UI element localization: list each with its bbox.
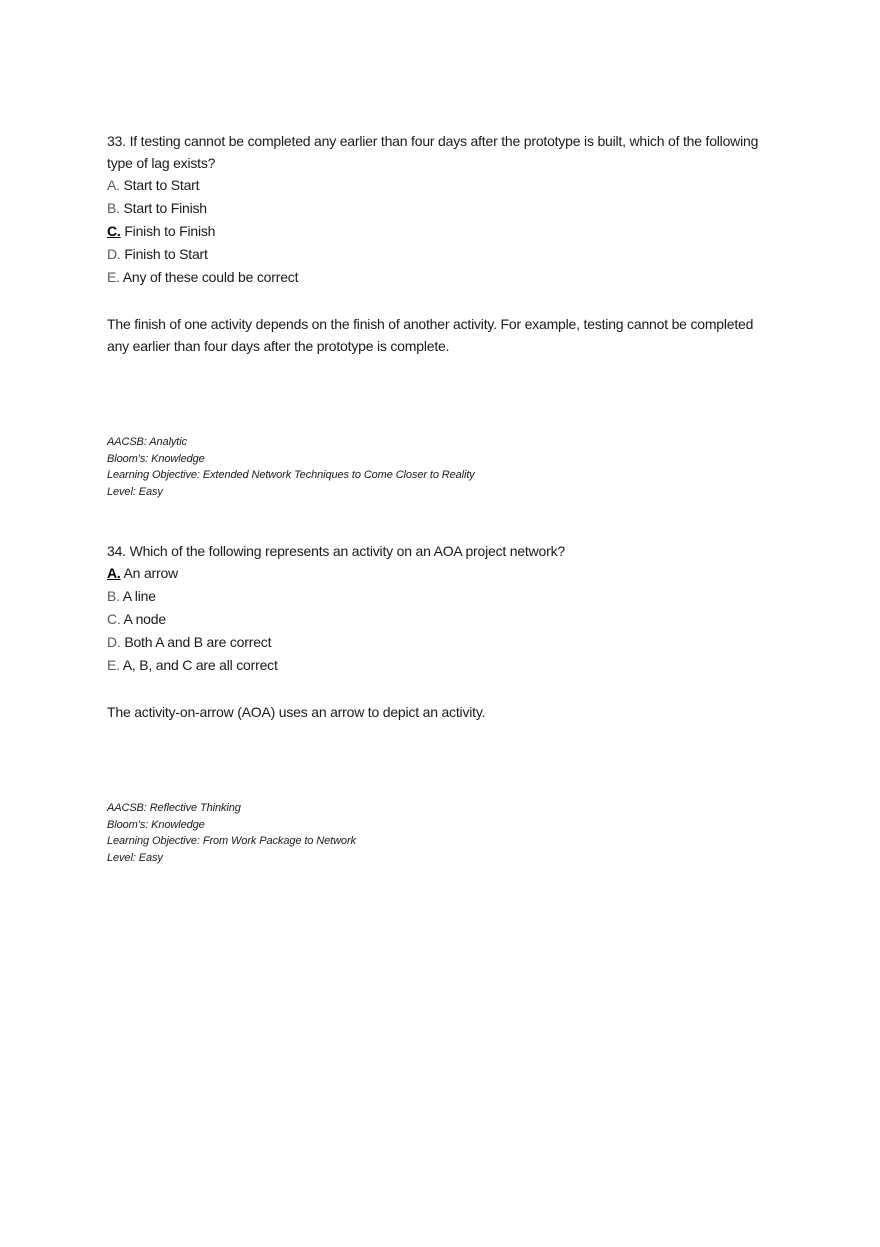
question-33-metadata	[107, 434, 777, 500]
option-letter: B.	[107, 588, 120, 604]
option-letter: E.	[107, 269, 120, 285]
question-33-number: 33.	[107, 133, 126, 149]
question-34-option-a-correct	[107, 562, 777, 585]
question-34-number: 34.	[107, 543, 126, 559]
option-letter: E.	[107, 657, 120, 673]
meta-learning-objective: Learning Objective: Extended Network Techniques to Come Closer to Reality	[107, 469, 475, 481]
question-33-stem: If testing cannot be completed any earlier than four days after the prototype is built, which of the following type of lag exists?	[107, 133, 759, 171]
meta-blooms: Bloom’s: Knowledge	[107, 452, 205, 465]
correct-option-letter: C.	[107, 223, 121, 239]
question-34-option-e	[107, 654, 777, 677]
option-text: Start to Start	[123, 177, 200, 193]
question-34-metadata	[107, 800, 777, 866]
question-34-option-d	[107, 631, 777, 654]
question-34-stem: Which of the following represents an activity on an AOA project network?	[129, 543, 565, 559]
question-33-text	[107, 130, 777, 174]
question-33-option-c-correct	[107, 220, 777, 243]
option-letter: C.	[107, 611, 121, 627]
question-33-option-b	[107, 197, 777, 220]
meta-level: Level: Easy	[107, 485, 163, 498]
meta-blooms: Bloom’s: Knowledge	[107, 818, 205, 831]
question-34-option-c	[107, 608, 777, 631]
question-34	[107, 540, 777, 723]
meta-aacsb: AACSB: Analytic	[107, 436, 188, 448]
option-letter: A.	[107, 177, 120, 193]
option-text: A, B, and C are all correct	[122, 657, 278, 673]
question-34-option-b	[107, 585, 777, 608]
option-text: Both A and B are correct	[124, 634, 272, 650]
option-letter: D.	[107, 634, 121, 650]
option-letter: B.	[107, 200, 120, 216]
option-text: Finish to Start	[124, 246, 208, 262]
question-33-option-d	[107, 243, 777, 266]
question-34-text	[107, 540, 777, 562]
meta-level: Level: Easy	[107, 851, 163, 864]
option-text: Finish to Finish	[124, 223, 216, 239]
meta-learning-objective: Learning Objective: From Work Package to Network	[107, 835, 356, 847]
question-33	[107, 130, 777, 357]
question-33-option-a	[107, 174, 777, 197]
option-text: A node	[123, 611, 166, 627]
option-text: An arrow	[123, 565, 178, 581]
question-33-explanation: The finish of one activity depends on the finish of another activity. For example, testing cannot be completed any earlier than four days after the prototype is complete.	[107, 316, 754, 354]
option-text: Start to Finish	[123, 200, 207, 216]
question-33-option-e	[107, 266, 777, 289]
option-text: Any of these could be correct	[122, 269, 299, 285]
correct-option-letter: A.	[107, 565, 121, 581]
option-letter: D.	[107, 246, 121, 262]
option-text: A line	[122, 588, 156, 604]
question-34-explanation: The activity-on-arrow (AOA) uses an arrow to depict an activity.	[107, 704, 486, 720]
meta-aacsb: AACSB: Reflective Thinking	[107, 802, 241, 814]
